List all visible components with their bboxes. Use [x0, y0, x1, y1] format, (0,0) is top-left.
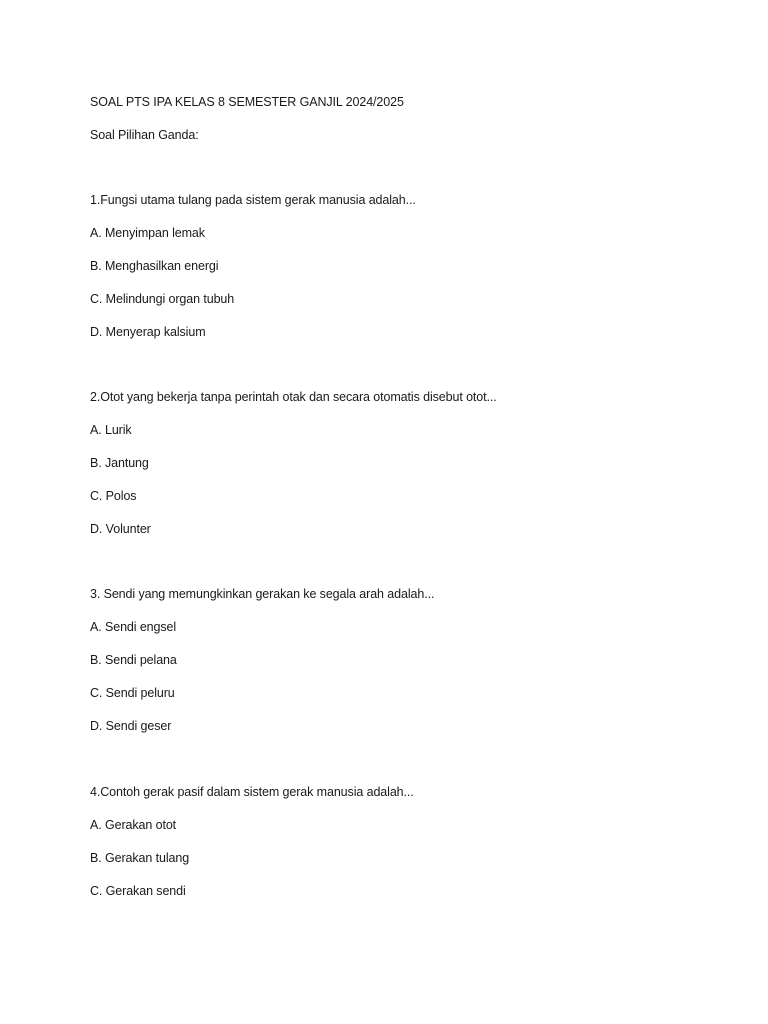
question-4-option-b: B. Gerakan tulang: [90, 851, 190, 865]
question-2: 2.Otot yang bekerja tanpa perintah otak dan secara otomatis disebut otot...: [90, 390, 497, 404]
question-3-option-b: B. Sendi pelana: [90, 653, 177, 667]
question-1-option-c: C. Melindungi organ tubuh: [90, 292, 235, 306]
question-3-option-d: D. Sendi geser: [90, 719, 172, 733]
question-3-option-c: C. Sendi peluru: [90, 686, 175, 700]
section-heading: Soal Pilihan Ganda:: [90, 128, 199, 142]
question-1: 1.Fungsi utama tulang pada sistem gerak manusia adalah...: [90, 193, 416, 207]
question-4: 4.Contoh gerak pasif dalam sistem gerak manusia adalah...: [90, 785, 414, 799]
question-1-option-a: A. Menyimpan lemak: [90, 226, 205, 240]
question-4-option-c: C. Gerakan sendi: [90, 884, 186, 898]
question-1-option-b: B. Menghasilkan energi: [90, 259, 219, 273]
question-2-option-d: D. Volunter: [90, 522, 151, 536]
question-3-option-a: A. Sendi engsel: [90, 620, 177, 634]
question-2-option-b: B. Jantung: [90, 456, 149, 470]
question-1-option-d: D. Menyerap kalsium: [90, 325, 206, 339]
question-3: 3. Sendi yang memungkinkan gerakan ke segala arah adalah...: [90, 587, 435, 601]
question-2-option-c: C. Polos: [90, 489, 137, 503]
question-4-option-a: A. Gerakan otot: [90, 818, 177, 832]
document-title: SOAL PTS IPA KELAS 8 SEMESTER GANJIL 2024/2025: [90, 95, 404, 109]
question-2-option-a: A. Lurik: [90, 423, 132, 437]
